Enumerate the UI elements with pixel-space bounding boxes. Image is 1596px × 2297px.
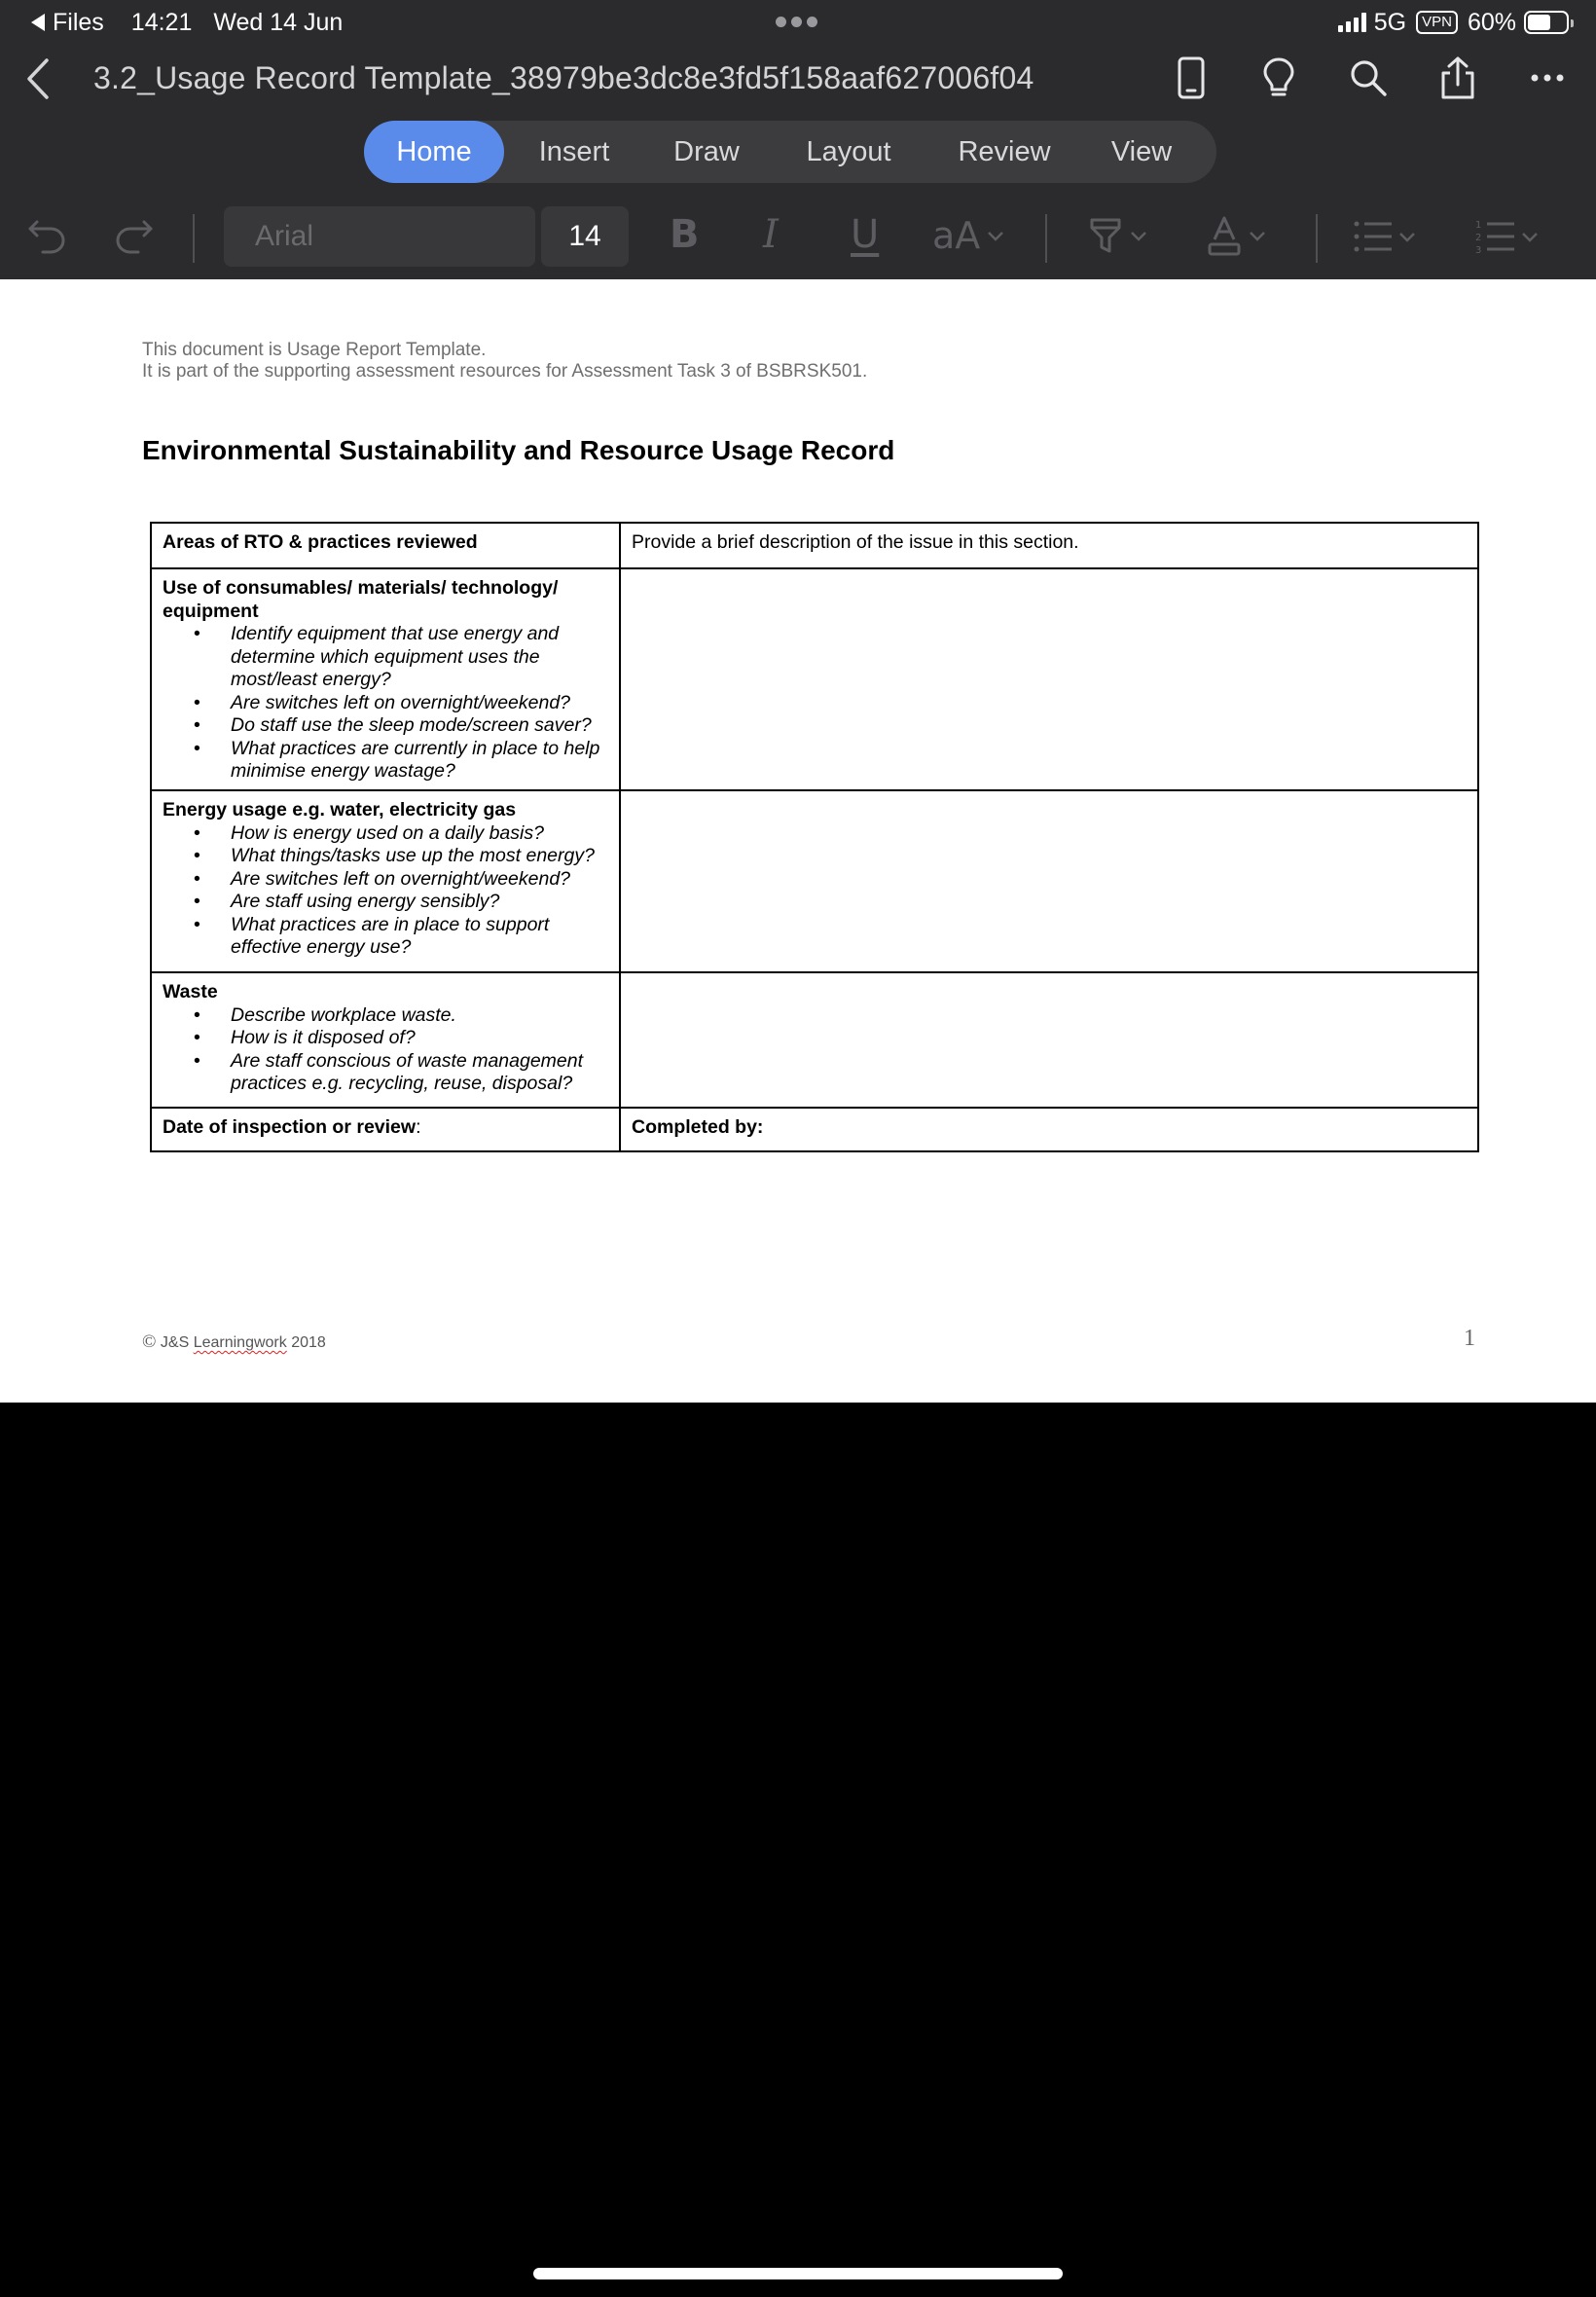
redo-icon [113, 214, 156, 257]
header-cell-description[interactable]: Provide a brief description of the issue in this section. [620, 523, 1478, 568]
multitasking-menu[interactable] [776, 17, 817, 27]
lightbulb-icon [1262, 56, 1295, 99]
question-item: • How is energy used on a daily basis? [163, 822, 609, 846]
date-of-inspection-cell[interactable] [151, 1108, 620, 1151]
battery-percent: 60% [1467, 8, 1516, 36]
question-item: • Are switches left on overnight/weekend? [163, 692, 609, 715]
tab-view[interactable]: View [1110, 136, 1173, 167]
chevron-down-icon [1397, 230, 1417, 243]
chevron-down-icon [986, 229, 1005, 242]
date-label-colon: : [416, 1116, 421, 1138]
intro-line: This document is Usage Report Template. [142, 340, 487, 360]
numbered-list-icon [1475, 218, 1516, 255]
question-list [163, 1004, 609, 1096]
table-row [151, 568, 1478, 790]
text-size-button[interactable] [932, 214, 1005, 257]
copyright-company: J&S [160, 1334, 194, 1351]
ribbon-tabs [364, 121, 1216, 183]
copyright-footer [142, 1331, 326, 1353]
battery-icon [1524, 11, 1569, 34]
spellcheck-flagged-word[interactable]: Learningwork [193, 1334, 287, 1351]
battery-fill [1528, 15, 1550, 30]
usage-record-table [150, 522, 1479, 1152]
status-date: Wed 14 Jun [213, 8, 344, 36]
row-cell-waste[interactable] [151, 972, 620, 1108]
table-footer-row [151, 1108, 1478, 1151]
question-item: • Identify equipment that use energy and determine which equipment uses the most/least energy? [163, 623, 609, 692]
response-cell[interactable] [620, 972, 1478, 1108]
dot-icon [791, 17, 802, 27]
dot-icon [776, 17, 786, 27]
numbered-list-button[interactable] [1475, 218, 1540, 255]
tab-draw[interactable]: Draw [673, 136, 740, 167]
mobile-view-button[interactable] [1168, 55, 1215, 101]
chevron-down-icon [1520, 230, 1540, 243]
svg-text:2: 2 [1475, 233, 1482, 243]
underline-button[interactable]: U [851, 212, 880, 257]
table-header-row [151, 523, 1478, 568]
tab-home[interactable]: Home [364, 121, 504, 183]
network-type: 5G [1373, 8, 1407, 36]
share-button[interactable] [1434, 55, 1481, 101]
bold-button[interactable]: B [670, 212, 700, 257]
chevron-down-icon [1129, 229, 1148, 242]
table-row [151, 790, 1478, 972]
tab-insert[interactable]: Insert [538, 136, 610, 167]
row-cell-consumables[interactable] [151, 568, 620, 790]
date-label: Date of inspection or review [163, 1116, 417, 1138]
font-color-icon [1207, 214, 1242, 257]
question-list [163, 822, 609, 960]
row-title: Waste [163, 981, 218, 1003]
toolbar-divider [1045, 214, 1047, 263]
copyright-year: 2018 [286, 1334, 326, 1351]
font-name-field[interactable]: Arial [224, 206, 535, 267]
status-time: 14:21 [130, 8, 193, 36]
bullet-list-button[interactable] [1353, 218, 1417, 255]
question-item: • What practices are currently in place to help minimise energy wastage? [163, 738, 609, 784]
tab-layout[interactable]: Layout [806, 136, 891, 167]
font-size-field[interactable]: 14 [541, 206, 629, 267]
question-item: • Do staff use the sleep mode/screen saver? [163, 714, 609, 738]
cellular-signal-icon [1338, 13, 1366, 32]
row-title: Use of consumables/ materials/ technology/ equipment [163, 577, 559, 622]
back-button[interactable] [21, 56, 56, 101]
redo-button[interactable] [113, 214, 156, 257]
svg-text:1: 1 [1475, 220, 1482, 231]
toolbar-divider [193, 214, 195, 263]
back-to-app-icon[interactable] [31, 14, 45, 31]
app-chrome [0, 0, 1596, 279]
highlight-button[interactable] [1088, 214, 1148, 257]
question-list [163, 623, 609, 784]
response-cell[interactable] [620, 568, 1478, 790]
table-row [151, 972, 1478, 1108]
completed-by-cell[interactable]: Completed by: [620, 1108, 1478, 1151]
question-item: • Are switches left on overnight/weekend? [163, 868, 609, 892]
row-cell-energy[interactable] [151, 790, 620, 972]
question-item: • What practices are in place to support effective energy use? [163, 914, 609, 960]
home-indicator[interactable] [533, 2268, 1063, 2279]
more-dots-icon [1530, 73, 1565, 83]
question-item: • Describe workplace waste. [163, 1004, 609, 1028]
bullet-list-icon [1353, 218, 1394, 255]
font-color-button[interactable] [1207, 214, 1267, 257]
highlighter-icon [1088, 214, 1123, 257]
phone-icon [1178, 56, 1205, 99]
question-item: • Are staff conscious of waste management practices e.g. recycling, reuse, disposal? [163, 1050, 609, 1096]
undo-icon [25, 214, 68, 257]
document-intro [142, 340, 867, 383]
undo-button[interactable] [25, 214, 68, 257]
dot-icon [807, 17, 817, 27]
status-bar-right [1338, 8, 1569, 37]
intro-line: It is part of the supporting assessment resources for Assessment Task 3 of BSBRSK501. [142, 361, 868, 382]
vpn-badge: VPN [1416, 11, 1458, 34]
share-icon [1438, 55, 1477, 100]
chevron-down-icon [1248, 229, 1267, 242]
document-page[interactable] [0, 279, 1596, 1403]
header-cell-areas[interactable]: Areas of RTO & practices reviewed [151, 523, 620, 568]
document-heading: Environmental Sustainability and Resource Usage Record [142, 435, 895, 465]
search-icon [1349, 58, 1388, 97]
copyright-symbol: © [142, 1331, 157, 1352]
back-to-app-label[interactable]: Files [53, 8, 104, 36]
row-title: Energy usage e.g. water, electricity gas [163, 799, 517, 820]
text-size-label: aA [932, 214, 981, 257]
chevron-left-icon [21, 56, 56, 101]
italic-button[interactable]: I [763, 212, 779, 257]
more-button[interactable] [1524, 55, 1571, 101]
question-item: • How is it disposed of? [163, 1027, 609, 1050]
document-title[interactable]: 3.2_Usage Record Template_38979be3dc8e3fd5f158aaf627006f04 [93, 60, 1034, 95]
toolbar-divider [1316, 214, 1318, 263]
page-number: 1 [1464, 1326, 1475, 1351]
search-button[interactable] [1345, 55, 1392, 101]
tab-review[interactable]: Review [958, 136, 1051, 167]
response-cell[interactable] [620, 790, 1478, 972]
svg-text:3: 3 [1475, 245, 1482, 255]
status-bar-left [31, 8, 343, 37]
ideas-button[interactable] [1255, 55, 1302, 101]
question-item: • Are staff using energy sensibly? [163, 891, 609, 914]
question-item: • What things/tasks use up the most energy? [163, 845, 609, 868]
